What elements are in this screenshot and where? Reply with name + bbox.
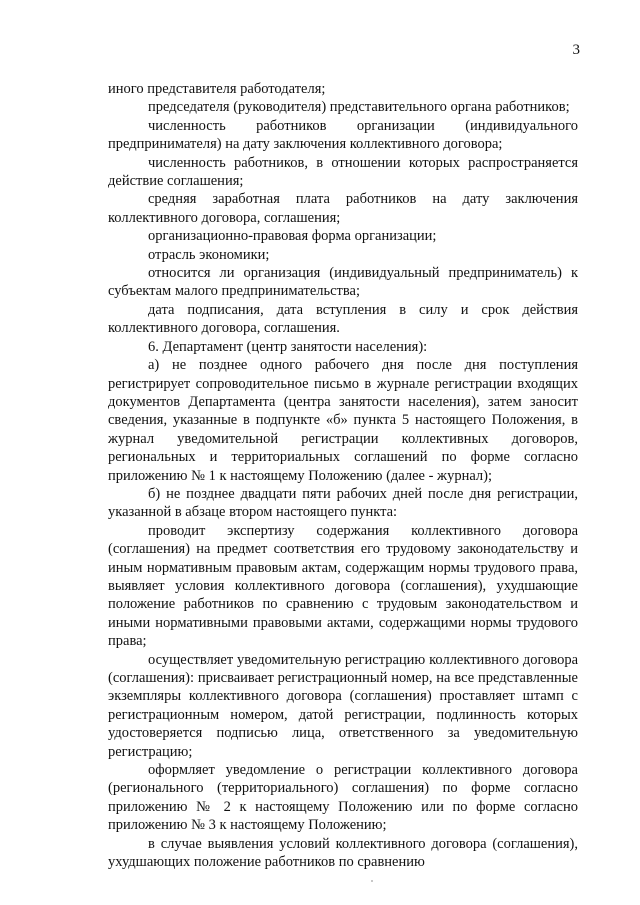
paragraph: относится ли организация (индивидуальный предприниматель) к субъектам малого предпринимательства; xyxy=(108,265,578,300)
paragraph: проводит экспертизу содержания коллективного договора (соглашения) на предмет соответствия его трудовому законодательству и иным нормативным правовым актам, содержащим нормы трудового права, выявляет условия коллективного договора (соглашения), ухудшающие положение работников по сравнению с трудовым законодательством и иными нормативными правовыми актами, содержащими нормы трудового права; xyxy=(108,522,578,650)
paragraph: средняя заработная плата работников на дату заключения коллективного договора, соглашения; xyxy=(108,191,578,226)
paragraph: организационно-правовая форма организации; xyxy=(148,228,437,245)
paragraph: б) не позднее двадцати пяти рабочих дней после дня регистрации, указанной в абзаце втором настоящего пункта: xyxy=(108,485,578,521)
paragraph: а) не позднее одного рабочего дня после дня поступления регистрирует сопроводительное письмо в журнале регистрации входящих документов Департамента (центра занятости населения), затем заносит сведения, указанные в подпункте «б» пункта 5 настоящего Положения, в журнал уведомительной регистрации коллективных договоров, региональных и территориальных соглашений по форме согласно приложению № 1 к настоящему Положению (далее - журнал); xyxy=(108,357,578,484)
scan-speck xyxy=(371,880,373,882)
paragraph: иного представителя работодателя; xyxy=(108,81,326,97)
paragraph: численность работников, в отношении которых распространяется действие соглашения; xyxy=(108,154,578,190)
document-body xyxy=(108,80,578,871)
paragraph: отрасль экономики; xyxy=(148,246,270,263)
section-heading: 6. Департамент (центр занятости населения): xyxy=(148,338,428,355)
paragraph: дата подписания, дата вступления в силу и срок действия коллективного договора, соглашения. xyxy=(108,301,578,337)
paragraph: оформляет уведомление о регистрации коллективного договора (регионального (территориального) соглашения) по форме согласно приложению № 2 к настоящему Положению или по форме согласно приложению № 3 к настоящему Положению; xyxy=(108,762,578,834)
paragraph: в случае выявления условий коллективного договора (соглашения), ухудшающих положение работников по сравнению xyxy=(108,835,578,871)
paragraph: осуществляет уведомительную регистрацию коллективного договора (соглашения): присваивает регистрационный номер, на все представленные экземпляры коллективного договора (соглашения) проставляет штамп с регистрационным номером, датой регистрации, подлинность которых удостоверяется подписью лица, ответственного за уведомительную регистрацию; xyxy=(108,651,578,760)
paragraph: председателя (руководителя) представительного органа работников; xyxy=(148,99,570,116)
paragraph: численность работников организации (индивидуального предпринимателя) на дату заключения коллективного договора; xyxy=(108,117,578,153)
page-number: 3 xyxy=(572,42,580,58)
